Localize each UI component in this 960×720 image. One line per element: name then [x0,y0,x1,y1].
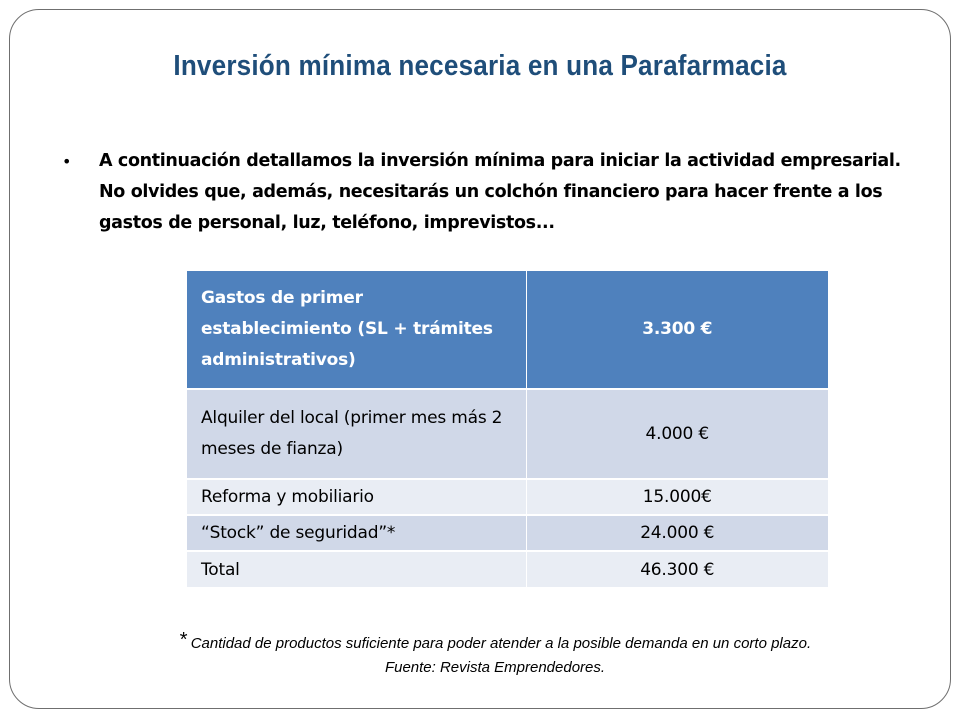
table-row [187,479,828,515]
amount-cell: 24.000 € [526,515,828,551]
amount-cell: 4.000 € [526,389,828,479]
footnote-line1: Cantidad de productos suficiente para poder atender a la posible demanda en un corto plazo. [190,635,812,652]
concept-cell: Reforma y mobiliario [187,479,526,515]
table-row [187,271,828,389]
bullet-dot-icon: • [62,152,72,171]
bullet-text: A continuación detallamos la inversión mínima para iniciar la actividad empresarial. No olvides que, además, necesitarás un colchón financiero para hacer frente a los gastos de personal, luz, teléfono, imprevistos... [99,151,901,233]
table-row [187,515,828,551]
concept-cell: Alquiler del local (primer mes más 2 meses de fianza) [187,389,526,479]
slide-title: Inversión mínima necesaria en una Parafarmacia [173,50,787,82]
footnote-source: Fuente: Revista Emprendedores. [384,659,606,676]
concept-cell: Gastos de primer establecimiento (SL + trámites administrativos) [187,271,526,389]
concept-cell: Total [187,551,526,587]
investment-table [187,271,828,587]
concept-cell: “Stock” de seguridad”* [187,515,526,551]
amount-cell: 3.300 € [526,271,828,389]
table-row [187,389,828,479]
table-row [187,551,828,587]
amount-cell: 46.300 € [526,551,828,587]
footnote-star: * [178,629,187,651]
amount-cell: 15.000€ [526,479,828,515]
footnote [0,628,960,680]
